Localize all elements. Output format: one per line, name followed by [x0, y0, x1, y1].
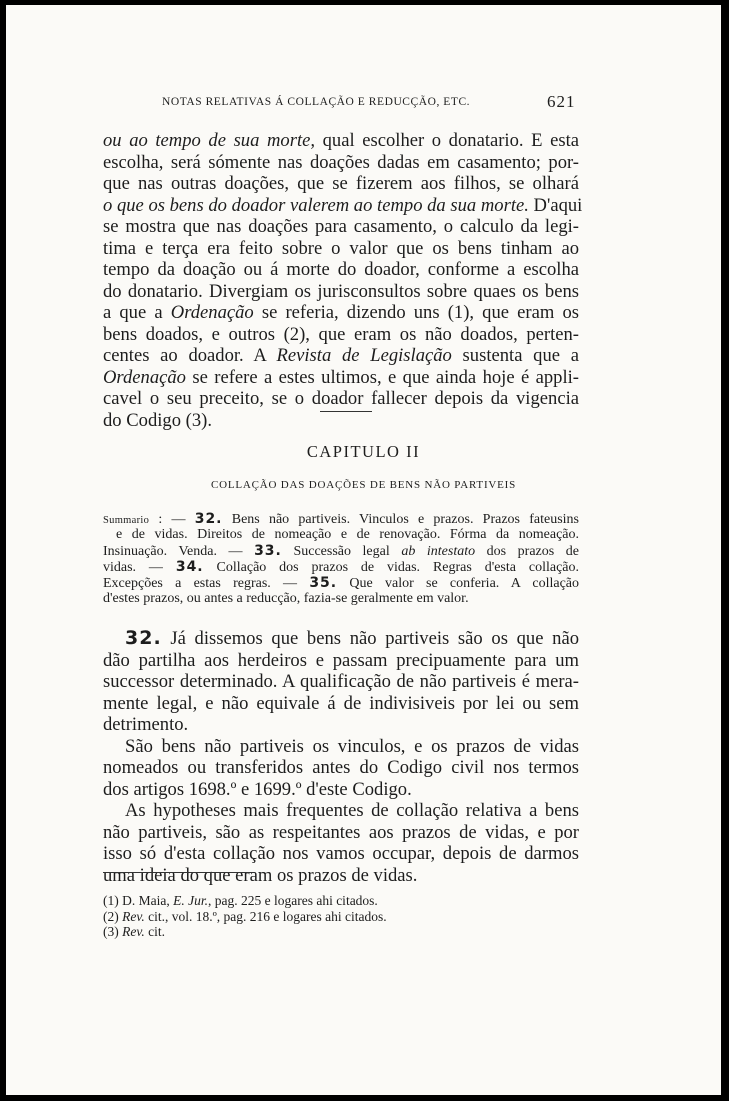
text-line: Ordenação se refere a estes ultimos, e que ainda hoje é appli- [103, 366, 579, 388]
section-number: 32. [125, 627, 162, 649]
text-line: que nas outras doações, que se fizerem aos filhos, se olhará [103, 173, 579, 194]
text-line: bens doados, e outros (2), que eram os não doados, perten- [103, 323, 579, 345]
section-ref-35: 35. [309, 575, 338, 591]
italic-phrase: ab intestato [401, 544, 476, 559]
footnote-rule [103, 872, 255, 873]
text-line: centes ao doador. A Revista de Legislação sustenta que a [103, 345, 579, 366]
text-line: do Codigo (3). [103, 409, 212, 431]
summary-line: d'estes prazos, ou antes a reducção, fazia-se geralmente em valor. [103, 591, 469, 606]
text-line: a que a Ordenação se referia, dizendo uns (1), que eram os [103, 302, 579, 323]
section-ref-34: 34. [175, 559, 204, 575]
italic-phrase: Ordenação [103, 366, 186, 388]
summary-line: Excepções a estas regras. — 35. Que valor se conferia. A collação [103, 575, 580, 591]
italic-phrase: Revista de Legislação [276, 345, 452, 366]
chapter-title: CAPITULO II [306, 442, 421, 461]
text-line: As hypotheses mais frequentes de collação relativa a bens [125, 800, 579, 821]
text-line: tempo da doação ou á morte do doador, conforme a escolha [103, 259, 579, 280]
text-line: detrimento. [103, 714, 189, 735]
text-line: do donatario. Divergiam os jurisconsultos sobre quaes os bens [103, 280, 579, 302]
text-line: mente legal, e não equivale á de indivisiveis por lei ou sem [103, 692, 579, 714]
text-line: dos artigos 1698.º e 1699.º d'este Codigo. [103, 778, 412, 800]
summary-line: Insinuação. Venda. — 33. Successão legal ab intestato dos prazos de [103, 543, 579, 559]
section-ref-32: 32. [194, 511, 223, 527]
summary-label: Summario [103, 515, 150, 526]
italic-phrase: ou ao tempo de sua morte, [103, 130, 316, 151]
italic-phrase: Rev. [122, 908, 145, 924]
footnote-2: (2) Rev. cit., vol. 18.º, pag. 216 e logares ahi citados. [103, 908, 387, 924]
italic-phrase: Rev. [122, 924, 145, 940]
text-line: o que os bens do doador valerem ao tempo da sua morte. D'aqui [103, 194, 583, 216]
text-line: cavel o seu preceito, se o doador fallecer depois da vigencia [103, 388, 579, 409]
summary-line: e de vidas. Direitos de nomeação e de renovação. Fórma da nomeação. [116, 527, 579, 542]
text-line: não partiveis, são as respeitantes aos prazos de vidas, e por [103, 821, 579, 843]
section-separator [320, 411, 372, 412]
text-line: nomeados ou transferidos antes do Codigo civil nos termos [103, 757, 579, 778]
text-line: 32. Já dissemos que bens não partiveis são os que não [125, 627, 579, 649]
book-page [6, 5, 721, 1095]
text-line: isso só d'esta collação nos vamos occupar, depois de darmos [103, 843, 579, 864]
text-line: ou ao tempo de sua morte, qual escolher o donatario. E esta [103, 130, 580, 151]
page-number: 621 [547, 92, 576, 111]
italic-phrase: Ordenação [170, 302, 254, 323]
opening-paragraph [103, 130, 583, 431]
text-line: se mostra que nas doações para casamento, o calculo da legi- [103, 216, 579, 237]
section-ref-33: 33. [254, 543, 282, 559]
text-line: São bens não partiveis os vinculos, e os prazos de vidas [125, 735, 579, 757]
section-32 [103, 628, 579, 886]
chapter-summary [103, 511, 579, 607]
running-head-title: NOTAS RELATIVAS Á COLLAÇÃO E REDUCÇÃO, ETC. [162, 96, 471, 108]
chapter-subtitle: COLLAÇÃO DAS DOAÇÕES DE BENS NÃO PARTIVEIS [210, 479, 517, 491]
footnotes [103, 893, 579, 940]
text-line: dão partilha aos herdeiros e passam precipuamente para um [103, 649, 579, 671]
italic-phrase: o que os bens do doador valerem ao tempo da sua morte. [103, 194, 529, 216]
running-head [6, 93, 721, 115]
footnote-3: (3) Rev. cit. [103, 924, 165, 940]
text-line: tima e terça era feito sobre o valor que os bens tinham ao [103, 237, 579, 259]
text-line: successor determinado. A qualificação de não partiveis é mera- [103, 671, 579, 692]
footnote-1: (1) D. Maia, E. Jur., pag. 225 e logares ahi citados. [103, 893, 378, 908]
text-line: escolha, será sómente nas doações dadas em casamento; por- [103, 151, 579, 173]
summary-line: vidas. — 34. Collação dos prazos de vidas. Regras d'esta collação. [103, 559, 580, 575]
italic-phrase: E. Jur. [173, 893, 208, 908]
text-line: uma ideia do que eram os prazos de vidas. [103, 864, 418, 886]
summary-line: Summario : — 32. Bens não partiveis. Vinculos e prazos. Prazos fateusins [103, 511, 579, 527]
